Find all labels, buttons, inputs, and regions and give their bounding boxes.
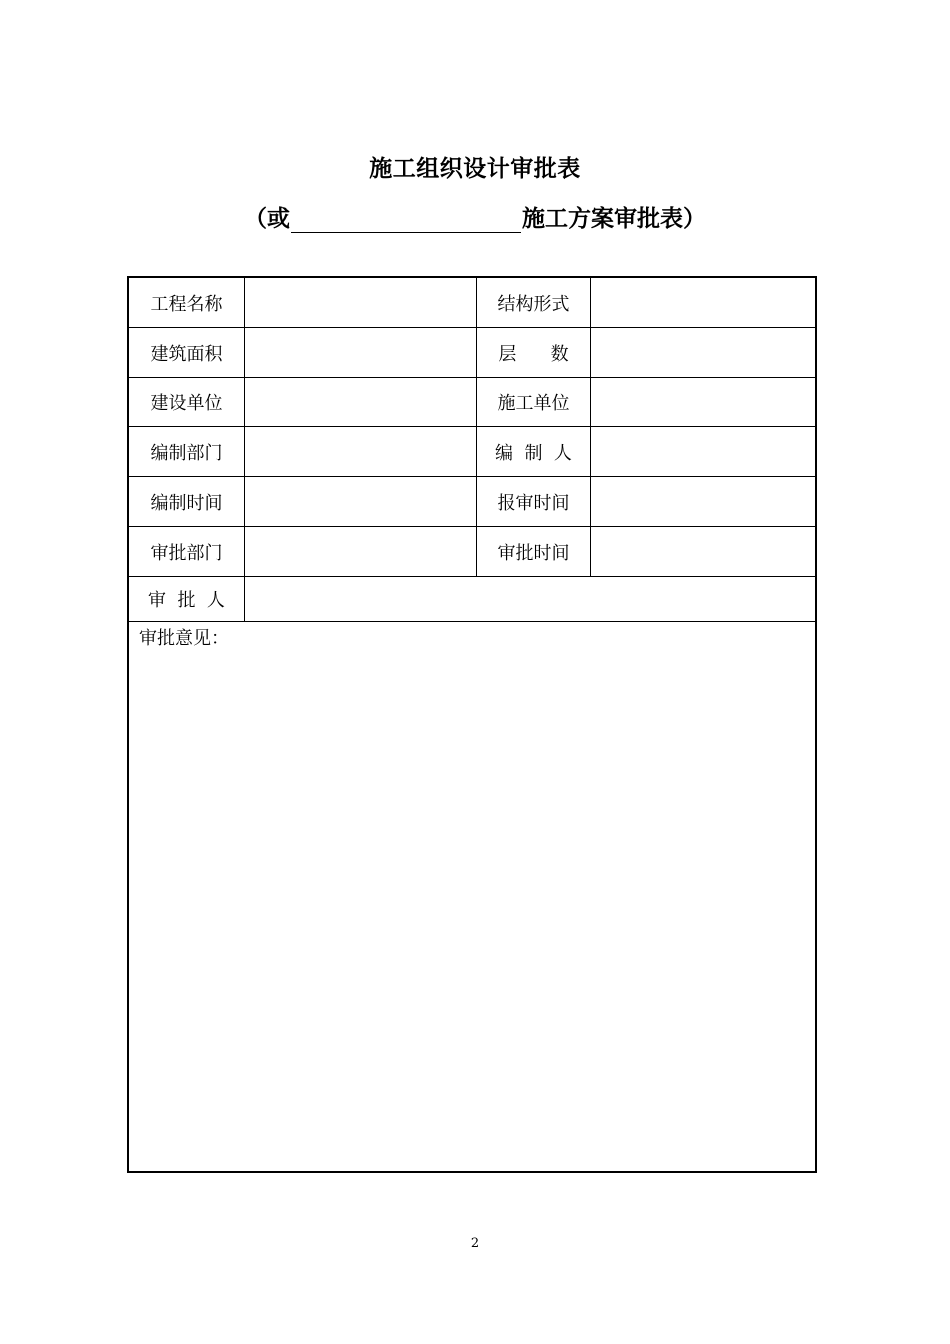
form-subtitle: [0, 200, 950, 233]
form-title: 施工组织设计审批表: [369, 156, 581, 182]
table-row: [129, 427, 815, 477]
field-approval-dept[interactable]: [245, 527, 477, 576]
field-project-name[interactable]: [245, 278, 477, 327]
field-structure-type[interactable]: [591, 278, 815, 327]
field-building-area[interactable]: [245, 328, 477, 377]
field-prepared-dept[interactable]: [245, 427, 477, 476]
field-client-unit[interactable]: [245, 378, 477, 426]
label-approver: 审 批 人: [129, 577, 245, 621]
label-prepared-time: 编制时间: [129, 477, 245, 526]
label-structure-type: 结构形式: [477, 278, 591, 327]
approval-form-table: [127, 276, 817, 1173]
table-row: [129, 577, 815, 622]
field-approval-time[interactable]: [591, 527, 815, 576]
table-row: [129, 477, 815, 527]
field-contractor-unit[interactable]: [591, 378, 815, 426]
label-client-unit: 建设单位: [129, 378, 245, 426]
label-approval-opinion: 审批意见：: [139, 628, 229, 649]
field-prepared-time[interactable]: [245, 477, 477, 526]
subtitle-prefix: （或: [244, 206, 290, 232]
label-building-area: 建筑面积: [129, 328, 245, 377]
label-submit-time: 报审时间: [477, 477, 591, 526]
subtitle-suffix: 施工方案审批表）: [522, 206, 706, 232]
table-row: [129, 328, 815, 378]
table-row: [129, 378, 815, 427]
field-submit-time[interactable]: [591, 477, 815, 526]
label-approval-time: 审批时间: [477, 527, 591, 576]
table-row: [129, 278, 815, 328]
approval-opinion-area[interactable]: [129, 622, 815, 1171]
label-contractor-unit: 施工单位: [477, 378, 591, 426]
label-approval-dept: 审批部门: [129, 527, 245, 576]
subtitle-blank-line[interactable]: [291, 206, 521, 233]
label-preparer: 编 制 人: [477, 427, 591, 476]
page-number: 2: [470, 1236, 480, 1251]
table-row: [129, 527, 815, 577]
field-floors[interactable]: [591, 328, 815, 377]
label-prepared-dept: 编制部门: [129, 427, 245, 476]
label-floors: 层 数: [477, 328, 591, 377]
label-project-name: 工程名称: [129, 278, 245, 327]
field-approver[interactable]: [245, 577, 815, 621]
field-preparer[interactable]: [591, 427, 815, 476]
